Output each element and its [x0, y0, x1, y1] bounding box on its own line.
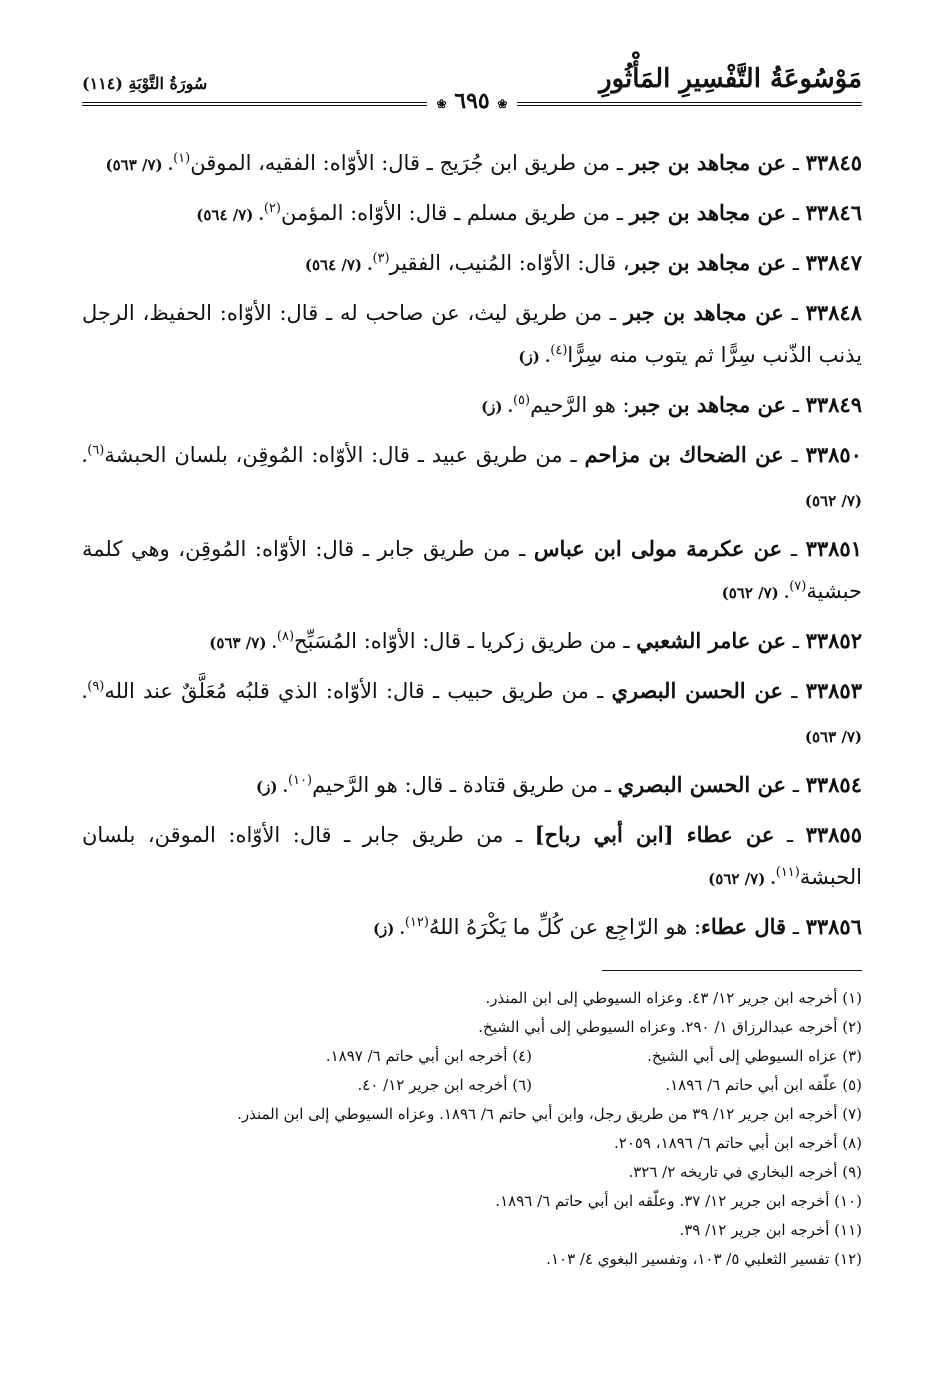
entry-narrator: عن مجاهد بن جبر [629, 200, 787, 225]
footnote: (١١) أخرجه ابن جرير ١٢/ ٣٩. [679, 1221, 862, 1239]
entry-ref: . (٧/ ٥٦٣) [82, 684, 862, 746]
entry: ٣٣٨٤٦ ـ عن مجاهد بن جبر ـ من طريق مسلم ـ قال: الأوّاه: المؤمن$^{(٢)}$. (٧/ ٥٦٤) [196, 200, 862, 225]
entry: ٣٣٨٥٥ ـ عن عطاء [ابن أبي رباح] ـ من طريق جابر ـ قال: الأوّاه: الموقن، بلسان الحبشة$^{(١١)}$. (٧/ ٥٦٢) [82, 822, 862, 889]
footnote-marker[interactable]: (٣) [372, 251, 390, 266]
entry-ref: . (٧/ ٥٦٢) [721, 584, 790, 602]
entry: ٣٣٨٥٤ ـ عن الحسن البصري ـ من طريق قتادة ـ قال: هو الرَّحيم$^{(١٠)}$. (ز) [256, 772, 862, 797]
entry-number: ٣٣٨٥٤ [805, 772, 862, 797]
entry-number: ٣٣٨٥٥ [805, 822, 862, 847]
entry-ref: . (٧/ ٥٦٤) [304, 256, 373, 274]
entry-narrator: عن مجاهد بن جبر [629, 150, 787, 175]
footnote-pair [82, 1042, 862, 1071]
entry: ٣٣٨٤٨ ـ عن مجاهد بن جبر ـ من طريق ليث، عن صاحب له ـ قال: الأوّاه: الحفيظ، الرجل يذنب الذّنب سِرًّا ثم يتوب منه سِرًّا$^{(٤)}$. (ز) [82, 300, 862, 367]
entry-text: ـ من طريق جابر ـ قال: الأوّاه: المُوقِن، وهي كلمة حبشية [82, 537, 862, 603]
footnote-marker[interactable]: (٦) [87, 443, 105, 458]
entry-number: ٣٣٨٥٦ [805, 914, 862, 939]
entry-ref: . (ز) [256, 778, 288, 796]
entry-narrator: عن عطاء [ابن أبي رباح] [534, 822, 775, 847]
entry-narrator: عن عكرمة مولى ابن عباس [533, 536, 783, 561]
entry-ref: . (ز) [481, 398, 513, 416]
footnote: (٨) أخرجه ابن أبي حاتم ٦/ ١٨٩٦، ٢٠٥٩. [613, 1134, 862, 1152]
entry-number: ٣٣٨٤٩ [805, 392, 862, 417]
entry-ref: . (ز) [372, 920, 405, 938]
entry-number: ٣٣٨٤٨ [805, 300, 862, 325]
entry-number: ٣٣٨٥٣ [805, 678, 862, 703]
entry-text: ، قال: الأوّاه: المُنيب، الفقير [389, 251, 630, 275]
entry-number: ٣٣٨٤٧ [805, 250, 862, 275]
header-rule-left [82, 102, 427, 106]
entry: ٣٣٨٥٢ ـ عن عامر الشعبي ـ من طريق زكريا ـ قال: الأوّاه: المُسَبِّح$^{(٨)}$. (٧/ ٥٦٣) [209, 628, 862, 653]
entry-narrator: عن الحسن البصري [617, 772, 787, 797]
entries-list [82, 142, 862, 956]
book-title: مَوْسُوعَةُ التَّفْسِيرِ المَأْثُورِ [599, 64, 862, 94]
footnote: (٥) علّقه ابن أبي حاتم ٦/ ١٨٩٦. [665, 1076, 862, 1094]
entry-ref: . (٧/ ٥٦٣) [105, 156, 174, 174]
entry-narrator: عن مجاهد بن جبر [629, 250, 787, 275]
footnote-marker[interactable]: (١١) [775, 865, 800, 880]
entry-number: ٣٣٨٥٢ [805, 628, 862, 653]
footnote-pair [82, 1071, 862, 1100]
footnote-marker[interactable]: (٢) [263, 201, 281, 216]
footnote-marker[interactable]: (١٢) [404, 915, 429, 930]
entry-text: ـ من طريق ابن جُرَيج ـ قال: الأوّاه: الفقيه، الموقن [190, 151, 623, 175]
ornament-icon: ❀ [436, 97, 447, 111]
header-rule-right [517, 102, 862, 106]
footnote: (١٢) تفسير الثعلبي ٥/ ١٠٣، وتفسير البغوي ٤/ ١٠٣. [546, 1250, 862, 1268]
entry-narrator: عن الحسن البصري [611, 678, 784, 703]
entry: ٣٣٨٥١ ـ عن عكرمة مولى ابن عباس ـ من طريق جابر ـ قال: الأوّاه: المُوقِن، وهي كلمة حبشية$^{(٧)}$. (٧/ ٥٦٢) [82, 536, 862, 603]
footnote-marker[interactable]: (٧) [789, 579, 807, 594]
entry-text: ـ من طريق مسلم ـ قال: الأوّاه: المؤمن [280, 201, 623, 225]
entry: ٣٣٨٤٥ ـ عن مجاهد بن جبر ـ من طريق ابن جُرَيج ـ قال: الأوّاه: الفقيه، الموقن$^{(١)}$. (٧/ ٥٦٣) [105, 150, 862, 175]
ornament-icon: ❀ [497, 97, 508, 111]
footnote: (١٠) أخرجه ابن جرير ١٢/ ٣٧. وعلّقه ابن أبي حاتم ٦/ ١٨٩٦. [495, 1192, 862, 1210]
entry: ٣٣٨٥٦ ـ قال عطاء: هو الرّاجِع عن كُلِّ ما يَكْرَهُ اللهُ$^{(١٢)}$. (ز) [372, 914, 862, 939]
entry: ٣٣٨٤٩ ـ عن مجاهد بن جبر: هو الرَّحيم$^{(٥)}$. (ز) [481, 392, 862, 417]
entry-text: ـ من طريق حبيب ـ قال: الأوّاه: الذي قلبُه مُعَلَّقٌ عند الله [104, 679, 604, 703]
entry-narrator: قال عطاء [701, 914, 787, 939]
entry-text: ـ من طريق زكريا ـ قال: الأوّاه: المُسَبِّح [294, 629, 630, 653]
entry-number: ٣٣٨٤٦ [805, 200, 862, 225]
entry-text: ـ من طريق قتادة ـ قال: هو الرَّحيم [312, 773, 611, 797]
entry: ٣٣٨٥٣ ـ عن الحسن البصري ـ من طريق حبيب ـ قال: الأوّاه: الذي قلبُه مُعَلَّقٌ عند الله$^{(٩)}$. (٧/ ٥٦٣) [82, 678, 862, 746]
entry-text: : هو الرّاجِع عن كُلِّ ما يَكْرَهُ اللهُ [428, 915, 702, 939]
entry-text: ـ من طريق عبيد ـ قال: الأوّاه: المُوقِن، بلسان الحبشة [104, 443, 577, 467]
entry-text: ـ من طريق ليث، عن صاحب له ـ قال: الأوّاه: الحفيظ، الرجل يذنب الذّنب سِرًّا ثم يتوب منه سِرًّا [82, 301, 862, 367]
footnote: (٩) أخرجه البخاري في تاريخه ٢/ ٣٢٦. [628, 1163, 862, 1181]
footnote: (٦) أخرجه ابن جرير ١٢/ ٤٠. [357, 1076, 532, 1094]
footnote-marker[interactable]: (٥) [512, 393, 531, 408]
footnote-marker[interactable]: (٨) [276, 629, 295, 644]
footnote: (٤) أخرجه ابن أبي حاتم ٦/ ١٨٩٧. [325, 1047, 532, 1065]
entry-number: ٣٣٨٥١ [805, 536, 862, 561]
footnote: (٧) أخرجه ابن جرير ١٢/ ٣٩ من طريق رجل، وابن أبي حاتم ٦/ ١٨٩٦. وعزاه السيوطي إلى ابن المنذر. [237, 1105, 862, 1123]
entry-ref: . (ز) [518, 348, 551, 366]
footnote-marker[interactable]: (١) [173, 151, 191, 166]
footnote: (٣) عزاه السيوطي إلى أبي الشيخ. [647, 1047, 862, 1065]
entry: ٣٣٨٤٧ ـ عن مجاهد بن جبر، قال: الأوّاه: المُنيب، الفقير$^{(٣)}$. (٧/ ٥٦٤) [304, 250, 862, 275]
footnotes [82, 984, 862, 1274]
entry: ٣٣٨٥٠ ـ عن الضحاك بن مزاحم ـ من طريق عبيد ـ قال: الأوّاه: المُوقِن، بلسان الحبشة$^{(٦)}$. (٧/ ٥٦٢) [82, 442, 862, 510]
footnote: (٢) أخرجه عبدالرزاق ١/ ٢٩٠. وعزاه السيوطي إلى أبي الشيخ. [478, 1018, 862, 1036]
entry-narrator: عن مجاهد بن جبر [623, 300, 784, 325]
footnote-separator [602, 970, 862, 971]
page-header [82, 64, 862, 114]
entry-narrator: عن مجاهد بن جبر [629, 392, 787, 417]
footnote: (١) أخرجه ابن جرير ١٢/ ٤٣. وعزاه السيوطي إلى ابن المنذر. [485, 989, 862, 1007]
entry-ref: . (٧/ ٥٦٣) [209, 634, 277, 652]
entry-number: ٣٣٨٤٥ [805, 150, 862, 175]
entry-ref: . (٧/ ٥٦٢) [82, 448, 862, 510]
entry-text: : هو الرَّحيم [530, 393, 630, 417]
page-number-group [437, 88, 508, 114]
footnote-marker[interactable]: (١٠) [287, 773, 313, 788]
entry-narrator: عن الضحاك بن مزاحم [584, 442, 784, 467]
entry-ref: . (٧/ ٥٦٤) [196, 206, 264, 224]
footnote-marker[interactable]: (٤) [550, 343, 568, 358]
entry-ref: . (٧/ ٥٦٢) [708, 870, 776, 888]
entry-number: ٣٣٨٥٠ [805, 442, 862, 467]
entry-narrator: عن عامر الشعبي [636, 628, 787, 653]
entry-text: ـ من طريق جابر ـ قال: الأوّاه: الموقن، بلسان الحبشة [82, 823, 862, 889]
footnote-marker[interactable]: (٩) [87, 679, 105, 694]
page-number: ٦٩٥ [454, 88, 490, 114]
surah-label: سُورَةُ التَّوْبَةِ (١١٤) [82, 74, 208, 93]
